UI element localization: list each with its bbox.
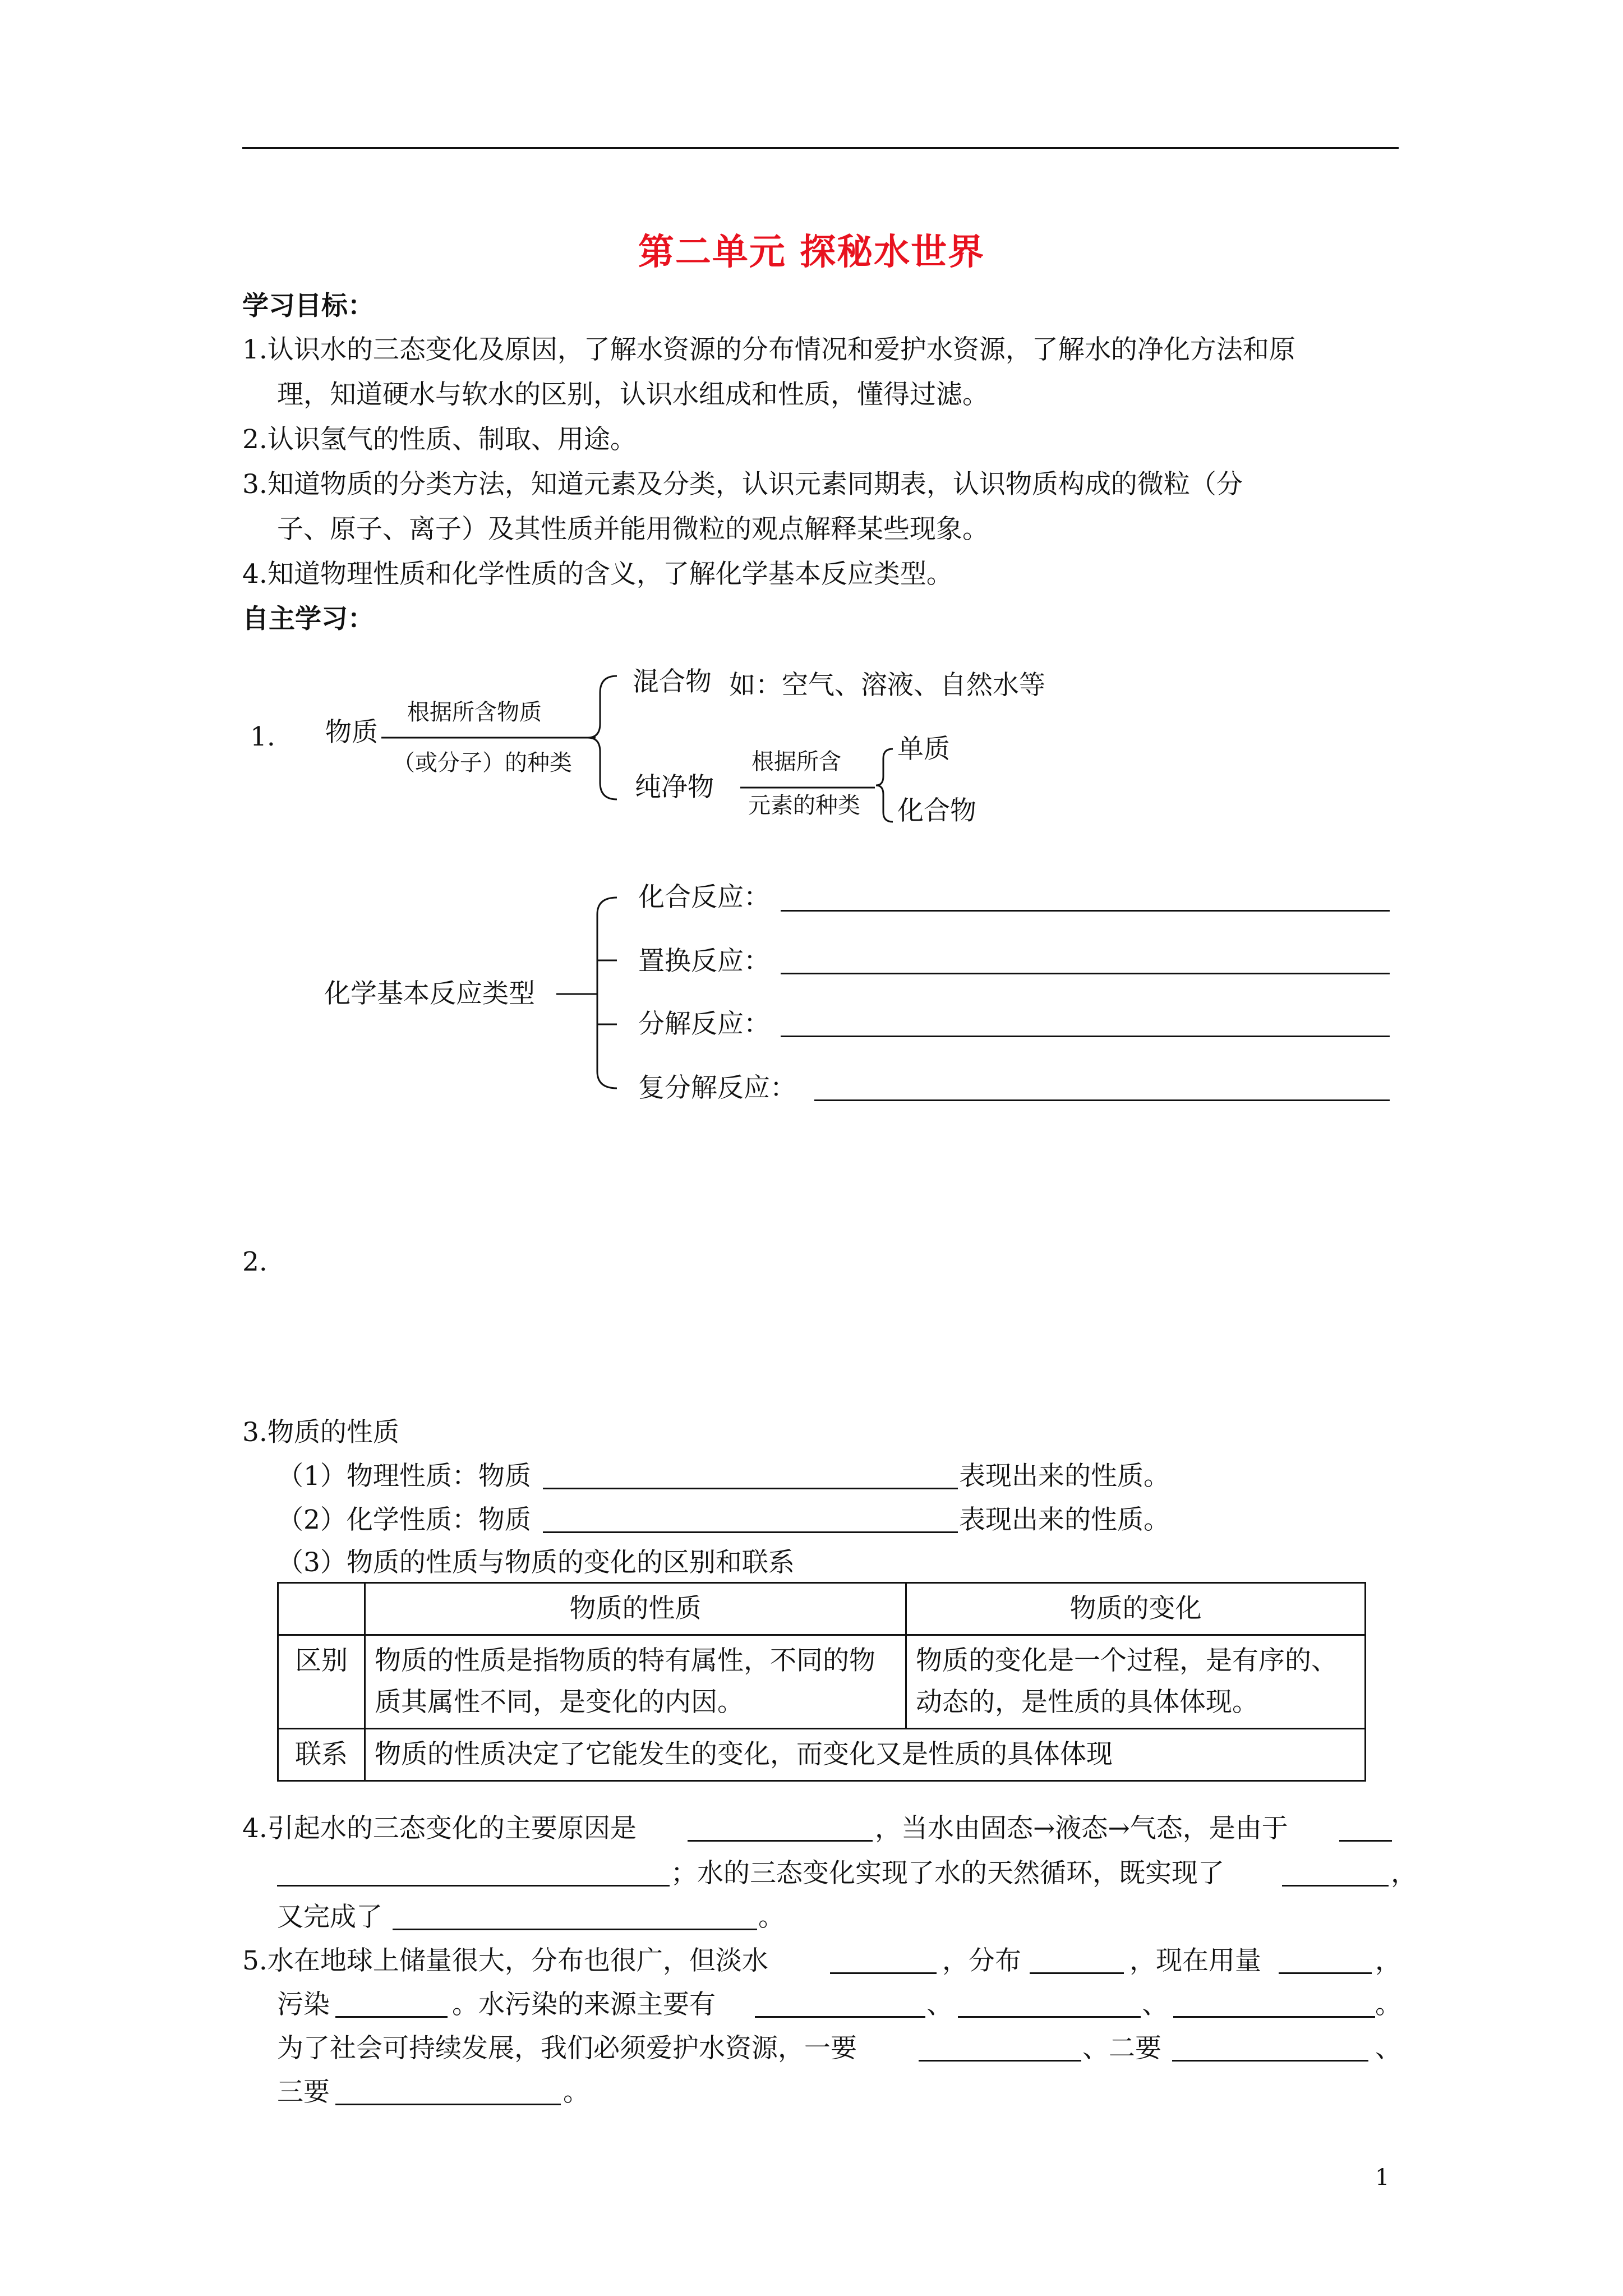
q4-text-c: ；水的三态变化实现了水的天然循环，既实现了 — [671, 1858, 1224, 1889]
q5-text-j: 为了社会可持续发展，我们必须爱护水资源，一要 — [277, 2033, 857, 2064]
q5-text-d: ， — [1375, 1945, 1401, 1976]
q3-p3: （3）物质的性质与物质的变化的区别和联系 — [277, 1547, 795, 1578]
page-number: 1 — [1375, 2165, 1390, 2191]
physical-property-blank[interactable] — [543, 1488, 958, 1489]
table-header-property: 物质的性质 — [365, 1583, 906, 1635]
reaction-displacement-blank[interactable] — [781, 973, 1390, 974]
criterion-top: 根据所含物质 — [407, 700, 542, 725]
table-row — [278, 1729, 1366, 1781]
table-header-row — [278, 1583, 1366, 1635]
q5-text-i: 。 — [1375, 1989, 1401, 2020]
mixture-example: 如：空气、溶液、自然水等 — [729, 670, 1045, 701]
q3-p2-prefix: （2）化学性质：物质 — [277, 1504, 531, 1535]
q4-text-b: ，当水由固态→液态→气态，是由于 — [875, 1813, 1288, 1844]
q5-blank-second[interactable] — [1172, 2060, 1368, 2062]
chemical-property-blank[interactable] — [543, 1531, 958, 1533]
q4-blank-completed[interactable] — [393, 1929, 757, 1930]
self-study-heading: 自主学习： — [242, 604, 374, 634]
q4-text-d: ， — [1391, 1858, 1417, 1889]
pure-criterion-top: 根据所含 — [751, 749, 841, 775]
reaction-types-root: 化学基本反应类型 — [324, 978, 535, 1009]
q5-blank-source-1[interactable] — [755, 2016, 925, 2018]
q4-blank-reason[interactable] — [277, 1885, 670, 1887]
table-cell-change-difference: 物质的变化是一个过程，是有序的、动态的，是性质的具体体现。 — [906, 1635, 1366, 1729]
reaction-displacement: 置换反应： — [638, 946, 770, 977]
q5-blank-source-3[interactable] — [1173, 2016, 1375, 2018]
q5-blank-third[interactable] — [335, 2104, 561, 2105]
table-header-change: 物质的变化 — [906, 1583, 1366, 1635]
pure-label: 纯净物 — [635, 772, 714, 803]
q5-text-l: 、 — [1375, 2033, 1401, 2064]
reaction-double-decomposition: 复分解反应： — [638, 1073, 796, 1103]
pure-criterion-bottom: 元素的种类 — [748, 793, 860, 818]
q4-blank-realized[interactable] — [1282, 1885, 1389, 1887]
reaction-double-decomposition-blank[interactable] — [814, 1099, 1390, 1101]
goal-1-line1: 1.认识水的三态变化及原因，了解水资源的分布情况和爱护水资源，了解水的净化方法和原 — [242, 334, 1295, 365]
q5-text-n: 。 — [563, 2077, 589, 2108]
goal-3-line2: 子、原子、离子）及其性质并能用微粒的观点解释某些现象。 — [277, 514, 989, 545]
q4-blank-cause[interactable] — [688, 1840, 873, 1842]
q4-text-f: 。 — [758, 1902, 785, 1932]
q5-blank-distribution[interactable] — [1030, 1972, 1124, 1974]
goals-heading: 学习目标： — [242, 291, 374, 321]
q5-text-a: 5.水在地球上储量很大，分布也很广，但淡水 — [242, 1945, 768, 1976]
q4-blank-reason-start[interactable] — [1339, 1840, 1392, 1842]
q5-blank-usage[interactable] — [1279, 1972, 1372, 1974]
table-row-label-relation: 联系 — [278, 1729, 365, 1781]
table-row-label-difference: 区别 — [278, 1635, 365, 1729]
root-substance: 物质 — [325, 717, 378, 748]
goal-3-line1: 3.知道物质的分类方法，知道元素及分类，认识元素同期表，认识物质构成的微粒（分 — [242, 469, 1243, 500]
q5-blank-freshwater[interactable] — [830, 1972, 937, 1974]
table-row — [278, 1635, 1366, 1729]
criterion-bottom: （或分子）的种类 — [393, 750, 572, 776]
goal-2: 2.认识氢气的性质、制取、用途。 — [242, 424, 637, 455]
compound-label: 化合物 — [897, 795, 976, 826]
mixture-label: 混合物 — [633, 666, 712, 697]
goal-4: 4.知道物理性质和化学性质的含义，了解化学基本反应类型。 — [242, 559, 953, 590]
q3-p1-suffix: 表现出来的性质。 — [959, 1461, 1170, 1492]
goal-1-line2: 理，知道硬水与软水的区别，认识水组成和性质，懂得过滤。 — [277, 379, 989, 410]
property-change-table — [277, 1582, 1366, 1782]
table-cell-relation: 物质的性质决定了它能发生的变化，而变化又是性质的具体体现 — [365, 1729, 1366, 1781]
table-cell-property-difference: 物质的性质是指物质的特有属性，不同的物质其属性不同，是变化的内因。 — [365, 1635, 906, 1729]
table-corner-cell — [278, 1583, 365, 1635]
q1-number: 1. — [250, 721, 275, 752]
q5-text-f: 。水污染的来源主要有 — [452, 1989, 716, 2020]
q5-text-g: 、 — [926, 1989, 953, 2020]
q5-text-k: 、二要 — [1082, 2033, 1161, 2064]
q4-text-a: 4.引起水的三态变化的主要原因是 — [242, 1813, 637, 1844]
reaction-decomposition: 分解反应： — [638, 1009, 770, 1039]
q5-text-b: ，分布 — [942, 1945, 1021, 1976]
element-substance-label: 单质 — [897, 734, 950, 765]
q5-blank-pollution[interactable] — [335, 2016, 448, 2018]
page-title: 第二单元 探秘水世界 — [638, 231, 985, 273]
q5-text-m: 三要 — [277, 2077, 330, 2108]
q3-p1-prefix: （1）物理性质：物质 — [277, 1461, 531, 1492]
q5-blank-first[interactable] — [919, 2060, 1081, 2062]
q3-heading: 3.物质的性质 — [242, 1417, 399, 1448]
q2-number: 2. — [242, 1246, 268, 1277]
q4-text-e: 又完成了 — [277, 1902, 382, 1932]
reaction-decomposition-blank[interactable] — [781, 1036, 1390, 1037]
reaction-combination: 化合反应： — [638, 882, 770, 913]
reaction-combination-blank[interactable] — [781, 910, 1390, 912]
q5-text-e: 污染 — [277, 1989, 330, 2020]
q5-blank-source-2[interactable] — [958, 2016, 1141, 2018]
q5-text-c: ，现在用量 — [1129, 1945, 1261, 1976]
q3-p2-suffix: 表现出来的性质。 — [959, 1504, 1170, 1535]
q5-text-h: 、 — [1142, 1989, 1168, 2020]
